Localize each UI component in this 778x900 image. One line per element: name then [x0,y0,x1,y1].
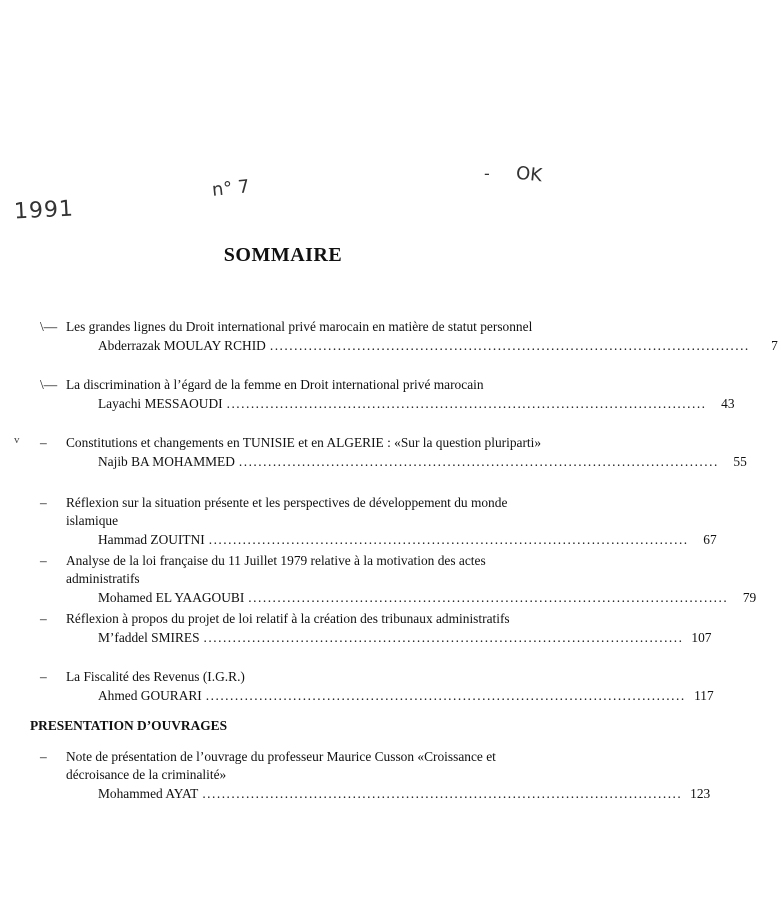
entry-title: Analyse de la loi française du 11 Juillet 1979 relative à la motivation des actes administratifs [66,553,486,586]
entry-bullet: – [40,553,47,568]
entry-bullet: – [40,749,47,764]
entry-author: Mohammed AYAT [98,786,199,801]
entry-author: Mohamed EL YAAGOUBI [98,590,245,605]
entry-page-number: 43 [721,396,735,411]
entry-author: Hammad ZOUITNI [98,532,205,547]
handwritten-year: 1991 [13,196,75,225]
entry-page-number: 7 [771,338,778,353]
entry-title: Constitutions et changements en TUNISIE et en ALGERIE : «Sur la question pluriparti» [66,435,542,450]
entry-author: Ahmed GOURARI [98,688,202,703]
leader-dots: ................................................................................................... [248,590,729,605]
toc-entry [40,376,735,413]
handwritten-issue-number: n° 7 [211,176,251,201]
entry-page-number: 107 [691,630,712,645]
page-title: SOMMAIRE [223,244,343,266]
handwritten-dash: - [484,164,490,183]
toc-entry [40,434,747,471]
entry-title: La discrimination à l’égard de la femme en Droit international privé marocain [66,377,484,392]
leader-dots: ................................................................................................... [238,454,719,469]
entry-page-number: 55 [733,454,747,469]
margin-check-mark: v [14,434,20,446]
entry-page-number: 117 [694,688,714,703]
leader-dots: ................................................................................................... [205,688,686,703]
entry-bullet: \— [40,319,58,334]
handwritten-ok: OK [514,162,544,187]
leader-dots: ................................................................................................... [202,786,683,801]
entry-title: Les grandes lignes du Droit international privé marocain en matière de statut personnel [66,319,533,334]
leader-dots: ................................................................................................... [203,630,684,645]
toc-entry [40,668,714,705]
section-heading: PRESENTATION D’OUVRAGES [30,718,228,733]
entry-page-number: 123 [690,786,711,801]
entry-bullet: – [40,435,47,450]
entry-bullet: \— [40,377,58,392]
toc-entry [40,552,757,607]
entry-author: Najib BA MOHAMMED [98,454,235,469]
entry-page-number: 67 [703,532,717,547]
entry-title: Note de présentation de l’ouvrage du professeur Maurice Cusson «Croissance et décroisance de la criminalité» [66,749,496,782]
entry-title: La Fiscalité des Revenus (I.G.R.) [66,669,245,684]
leader-dots: ................................................................................................... [208,532,689,547]
entry-author: M’faddel SMIRES [98,630,200,645]
toc-entry [40,610,712,647]
entry-bullet: – [40,611,47,626]
entry-title: Réflexion à propos du projet de loi relatif à la création des tribunaux administratifs [66,611,510,626]
leader-dots: ................................................................................................... [269,338,750,353]
entry-title: Réflexion sur la situation présente et les perspectives de développement du monde islamique [66,495,508,528]
entry-page-number: 79 [742,590,757,605]
entry-author: Layachi MESSAOUDI [98,396,223,411]
entry-author: Abderrazak MOULAY RCHID [98,338,266,353]
entry-bullet: – [40,495,47,510]
toc-entry [40,494,717,549]
toc-entry [40,318,778,355]
leader-dots: ................................................................................................... [226,396,707,411]
entry-bullet: – [40,669,47,684]
toc-entry [40,748,711,803]
